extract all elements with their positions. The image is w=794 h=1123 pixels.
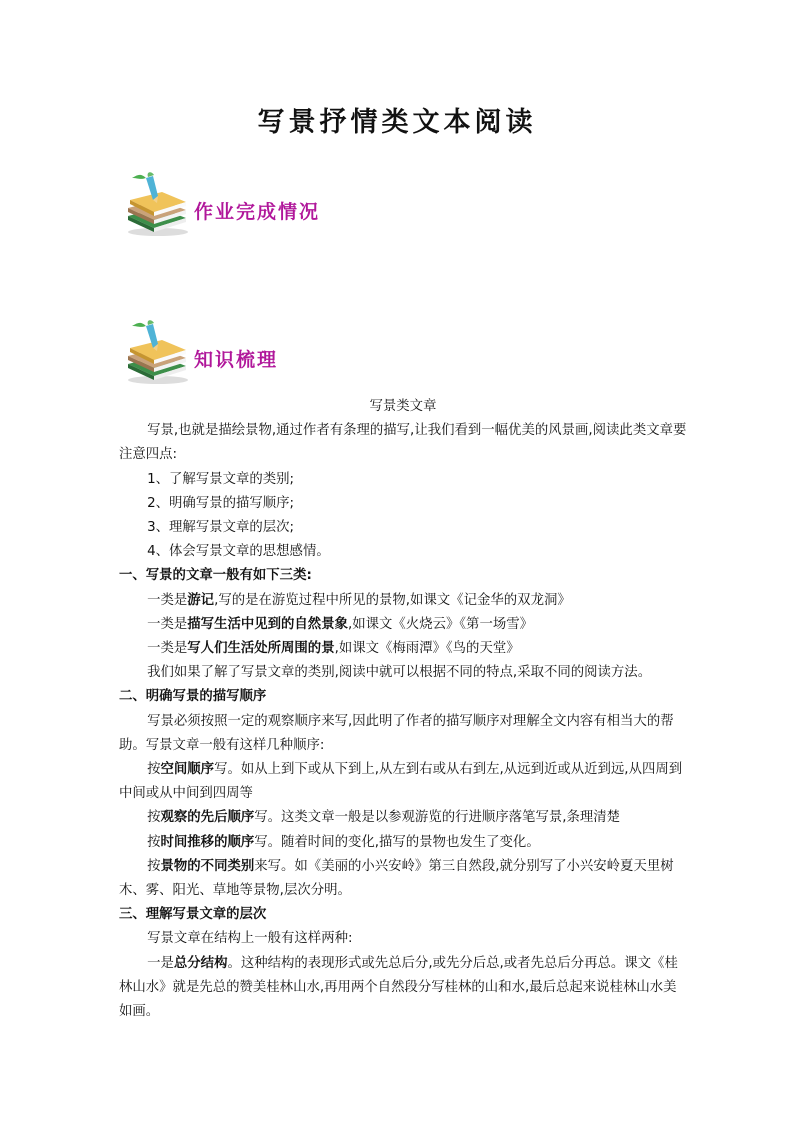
intro-paragraph: 写景,也就是描绘景物,通过作者有条理的描写,让我们看到一幅优美的风景画,阅读此类文章要注意四点: [119,423,687,463]
section-knowledge [120,320,420,390]
article-body [119,395,687,1024]
book-stack-pencil-icon [120,172,190,238]
summary-paragraph: 我们如果了解了写景文章的类别,阅读中就可以根据不同的特点,采取不同的阅读方法。 [147,665,652,681]
section-label-homework: 作业完成情况 [194,201,321,223]
section-3-title: 三、理解写景文章的层次 [119,907,267,923]
point-item: 4、体会写景文章的思想感情。 [147,544,330,560]
order-item: 按时间推移的顺序写。随着时间的变化,描写的景物也发生了变化。 [147,834,540,850]
point-item: 3、理解写景文章的层次; [147,520,295,536]
section-homework [120,172,420,242]
page-title: 写景抒情类文本阅读 [257,107,537,138]
section-label-knowledge: 知识梳理 [194,349,279,371]
point-item: 2、明确写景的描写顺序; [147,495,295,511]
order-item: 按空间顺序写。如从上到下或从下到上,从左到右或从右到左,从远到近或从近到远,从四周到中间或从中间到四周等 [119,762,683,802]
article-heading: 写景类文章 [369,399,437,414]
section-2-title: 二、明确写景的描写顺序 [119,689,267,705]
order-intro: 写景必须按照一定的观察顺序来写,因此明了作者的描写顺序对理解全文内容有相当大的帮助。写景文章一般有这样几种顺序: [119,713,674,753]
order-item: 按观察的先后顺序写。这类文章一般是以参观游览的行进顺序落笔写景,条理清楚 [147,810,621,826]
category-line: 一类是游记,写的是在游览过程中所见的景物,如课文《记金华的双龙洞》 [147,592,571,608]
category-line: 一类是描写生活中见到的自然景象,如课文《火烧云》《第一场雪》 [147,616,534,632]
section-1-title: 一、写景的文章一般有如下三类: [119,568,312,584]
book-stack-pencil-icon [120,320,190,386]
order-item: 按景物的不同类别来写。如《美丽的小兴安岭》第三自然段,就分别写了小兴安岭夏天里树木、雾、阳光、草地等景物,层次分明。 [119,858,674,899]
structure-item: 一是总分结构。这种结构的表现形式或先总后分,或先分后总,或者先总后分再总。课文《桂林山水》就是先总的赞美桂林山水,再用两个自然段分写桂林的山和水,最后总起来说桂林山水美如画。 [119,955,678,1020]
category-line: 一类是写人们生活处所周围的景,如课文《梅雨潭》《鸟的天堂》 [147,641,520,657]
point-item: 1、了解写景文章的类别; [147,471,295,487]
structure-intro: 写景文章在结构上一般有这样两种: [147,931,353,947]
